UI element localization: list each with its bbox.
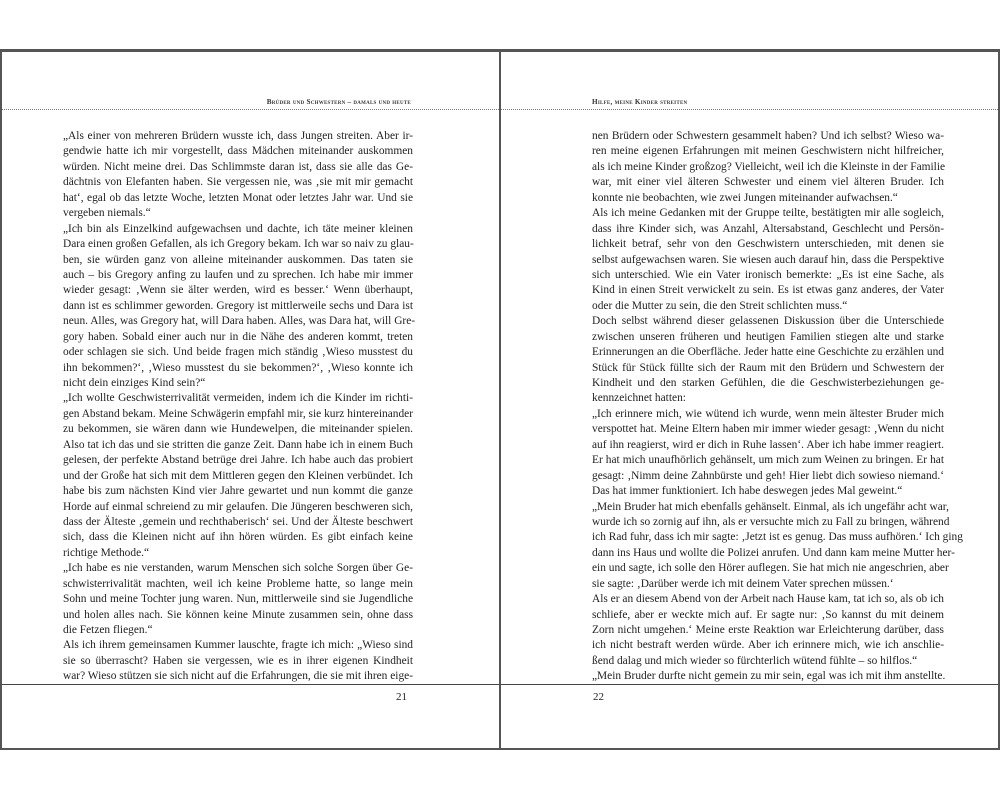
text-line: dächtnis von Elefanten haben. Sie vergessen nie, was ‚sie mit mir gemacht — [63, 176, 413, 189]
header-rule-right — [501, 109, 998, 110]
text-line: hat‘, egal ob das letzte Woche, letzten Monat oder letztes Jahr war. Und sie — [63, 191, 413, 204]
text-line: gory haben. Sobald einer auch nur in die Nähe des anderen kommt, treten — [63, 330, 413, 343]
text-line: dann ins Haus und wollte die Polizei anrufen. Und dann kam meine Mutter her- — [592, 546, 955, 559]
text-line: Doch selbst während dieser gelassenen Diskussion über die Unterschiede — [592, 315, 944, 328]
text-line: nicht dein einziges Kind sein?“ — [63, 377, 206, 389]
right-page — [500, 52, 1000, 748]
text-line: oder die Mutter zu sein, die den Streit schlichten muss.“ — [592, 299, 848, 312]
text-line: und holen alles nach. Sie können keine Minute zusammen sein, ohne dass — [63, 608, 413, 621]
footer-rule-left — [2, 684, 499, 685]
running-header-left: Brüder und Schwestern – damals und heute — [266, 98, 411, 106]
footer-rule-right — [501, 684, 998, 685]
text-line: Dara einen großen Gefallen, als ich Gregory bekam. Ich war so naiv zu glau- — [63, 238, 414, 251]
text-line: Erinnerungen an die Oberfläche. Jeder hatte eine Geschichte zu erzählen und — [592, 346, 944, 359]
text-line: Sohn und meine Tochter jung waren. Nun, mittlerweile sind sie Jugendliche — [63, 593, 413, 606]
text-line: oder schlagen sie sich. Und beide fragen mich ständig ‚Wieso musstest du — [63, 346, 413, 359]
text-line: „Mein Bruder durfte nicht gemein zu mir sein, egal was ich mit ihm anstellte. — [592, 670, 946, 683]
text-line: Als ich ihrem gemeinsamen Kummer lauschte, fragte ich mich: „Wieso sind — [63, 639, 413, 652]
text-line: selbst aufgewachsen waren. Sie wiesen auch darauf hin, dass die Perspektive — [592, 253, 944, 266]
text-line: konnte nie beobachten, wie zwei Jungen miteinander aufwachsen.“ — [592, 191, 898, 204]
body-text-left — [63, 129, 416, 685]
text-line: gelesen, der perfekte Abstand betrüge drei Jahre. Ich habe auch das probiert — [63, 454, 413, 467]
body-text-right — [592, 129, 963, 685]
text-line: als ich meine Kinder großzog? Vielleicht, weil ich die Kleinste in der Familie — [592, 160, 946, 173]
text-line: ren meine eigenen Erfahrungen mit meinen Geschwistern nicht hilfreicher, — [592, 145, 944, 158]
text-line: sich unterschied. Wie ein Vater ironisch bemerkte: „Es ist eine Sache, als — [592, 268, 944, 281]
text-line: auf ihn reagierst, wird er dich in Ruhe lassen‘. Aber ich habe immer reagiert. — [592, 438, 944, 451]
text-line: „Ich erinnere mich, wie wütend ich wurde, wenn mein ältester Bruder mich — [592, 407, 944, 420]
text-line: Als er an diesem Abend von der Arbeit nach Hause kam, tat ich so, als ob ich — [592, 593, 944, 606]
text-line: Kind in einen Streit verwickelt zu sein. Es ist etwas ganz anderes, der Vater — [592, 284, 944, 297]
text-line: Zorn nicht umgehen.‘ Meine erste Reaktion war Erleichterung darüber, dass — [592, 624, 944, 636]
text-line: sie sagte: ‚Darüber werde ich mit deinem Vater sprechen müssen.‘ — [592, 577, 894, 590]
text-line: auch – bis Gregory anfing zu laufen und zu sprechen. Ich habe mir immer — [63, 268, 413, 281]
text-line: verspottet hat. Meine Eltern haben mir immer wieder gesagt: ‚Wenn du nicht — [592, 423, 944, 436]
text-line: Kindheit und den starken Gefühlen, die die Geschwisterbeziehungen ge- — [592, 377, 944, 389]
text-line: lichkeit betraf, sehr von den Geschwistern unterschieden, mit denen sie — [592, 238, 944, 251]
text-line: ich Rad fuhr, dass ich mir sagte: ‚Jetzt ist es genug. Das muss aufhören.‘ Ich ging — [592, 531, 963, 544]
text-line: nen Brüdern oder Schwestern gesammelt haben? Und ich selbst? Wieso wa- — [592, 130, 944, 142]
text-line: ein und sagte, ich solle den Hörer auflegen. Sie hat mich nie angeschrien, aber — [592, 562, 949, 575]
text-line: wurde ich so zornig auf ihn, als er versuchte mich zu Fall zu bringen, während — [592, 515, 950, 528]
text-line: dass ihre Kinder sich, was Anzahl, Altersabstand, Geschlecht und Persön- — [592, 222, 944, 235]
text-line: gesagt: ‚Nimm deine Zahnbürste und geh! Hier liebt dich sowieso niemand.‘ — [592, 469, 944, 482]
text-line: wieder gesagt: ‚Wenn sie älter werden, wird es besser.‘ Wenn überhaupt, — [63, 284, 413, 297]
text-line: „Mein Bruder hat mich ebenfalls gehänselt. Einmal, als ich ungefähr acht war, — [592, 500, 949, 513]
header-rule-left — [2, 109, 499, 110]
text-line: war, mit einer viel älteren Schwester und einem viel älteren Bruder. Ich — [592, 176, 944, 189]
text-line: dass der Älteste ‚gemein und rechthaberisch‘ sei. Und der Älteste beschwert — [63, 515, 413, 528]
text-line: dann ist es schlimmer geworden. Gregory ist mittlerweile sechs und Dara ist — [63, 299, 413, 312]
text-line: Stück für Stück füllte sich der Raum mit den Brüdern und Schwestern der — [592, 361, 944, 374]
text-line: „Ich habe es nie verstanden, warum Menschen sich solche Sorgen über Ge- — [63, 562, 413, 575]
text-line: neun. Alles, was Gregory hat, will Dara haben. Alles, was Dara hat, will Gre- — [63, 315, 416, 328]
text-line: würden. Nicht meine drei. Das Schlimmste daran ist, dass sie alle das Ge- — [63, 160, 413, 173]
text-line: Horde auf einmal schreiend zu mir gelaufen. Die Jüngeren beschweren sich, — [63, 500, 413, 513]
text-line: ben, sie würden ganz von alleine miteinander auskommen. Das taten sie — [63, 253, 413, 266]
page-number-right: 22 — [593, 691, 604, 703]
text-line: „Als einer von mehreren Brüdern wusste ich, dass Jungen streiten. Aber ir- — [63, 130, 413, 142]
text-line: sie so überrascht? Haben sie vergessen, wie es in ihrer eigenen Kindheit — [63, 654, 413, 667]
running-header-right: Hilfe, meine Kinder streiten — [592, 98, 688, 106]
text-line: Als ich meine Gedanken mit der Gruppe teilte, bestätigten mir alle sogleich, — [592, 207, 944, 220]
page-number-left: 21 — [396, 691, 407, 703]
text-line: „Ich bin als Einzelkind aufgewachsen und dachte, ich täte meiner kleinen — [63, 222, 413, 235]
text-line: vergeben niemals.“ — [63, 207, 151, 220]
text-line: schliefe, aber er weckte mich auf. Er sagte nur: ‚So kannst du mit deinem — [592, 608, 944, 621]
text-line: „Ich wollte Geschwisterrivalität vermeiden, indem ich die Kinder im richti- — [63, 392, 413, 405]
text-line: ich nicht bestraft werden würde. Aber ich erinnere mich, wie ich anschlie- — [592, 639, 944, 652]
left-page — [0, 52, 500, 748]
text-line: die Fetzen fliegen.“ — [63, 624, 153, 636]
text-line: gen Abstand bekam. Meine Schwägerin empfahl mir, sie kurz hintereinander — [63, 407, 413, 420]
text-line: kennzeichnet hatten: — [592, 392, 686, 405]
text-line: ßend dalag und mich wieder so fürchterlich wütend fühlte – so hilflos.“ — [592, 654, 918, 667]
text-line: Also tat ich das und sie stritten die ganze Zeit. Dann habe ich in einem Buch — [63, 438, 413, 451]
text-line: gendwie hatte ich mir vorgestellt, dass Mädchen miteinander auskommen — [63, 145, 413, 158]
book-spread — [0, 49, 1000, 750]
text-line: Er hat mich unaufhörlich gehänselt, um mich zum Weinen zu bringen. Er hat — [592, 454, 944, 467]
text-line: Das hat immer funktioniert. Ich habe deswegen jedes Mal geweint.“ — [592, 485, 903, 498]
text-line: zu bekommen, sie wären dann wie Hundewelpen, die miteinander spielen. — [63, 423, 413, 436]
text-line: ihn bekommen?‘, ‚Wieso musstest du sie bekommen?‘, ‚Wieso konnte ich — [63, 361, 413, 374]
text-line: richtige Methode.“ — [63, 546, 150, 559]
text-line: sich, dass die Kleinen nicht auf ihn hören würden. Es gibt einfach keine — [63, 531, 413, 544]
text-line: war? Wieso stützen sie sich nicht auf die Erfahrungen, die sie mit ihren eige- — [63, 670, 413, 683]
text-line: zwischen unseren früheren und heutigen Familien stiegen alte und starke — [592, 330, 944, 343]
text-line: habe bis zum nächsten Kind vier Jahre gewartet und nun kommt die ganze — [63, 485, 413, 498]
text-line: schwisterrivalität machten, weil ich keine Probleme hatte, so lange mein — [63, 577, 413, 590]
text-line: und der Große hat sich mit dem Mittleren gegen den Kleinen verbündet. Ich — [63, 469, 413, 482]
